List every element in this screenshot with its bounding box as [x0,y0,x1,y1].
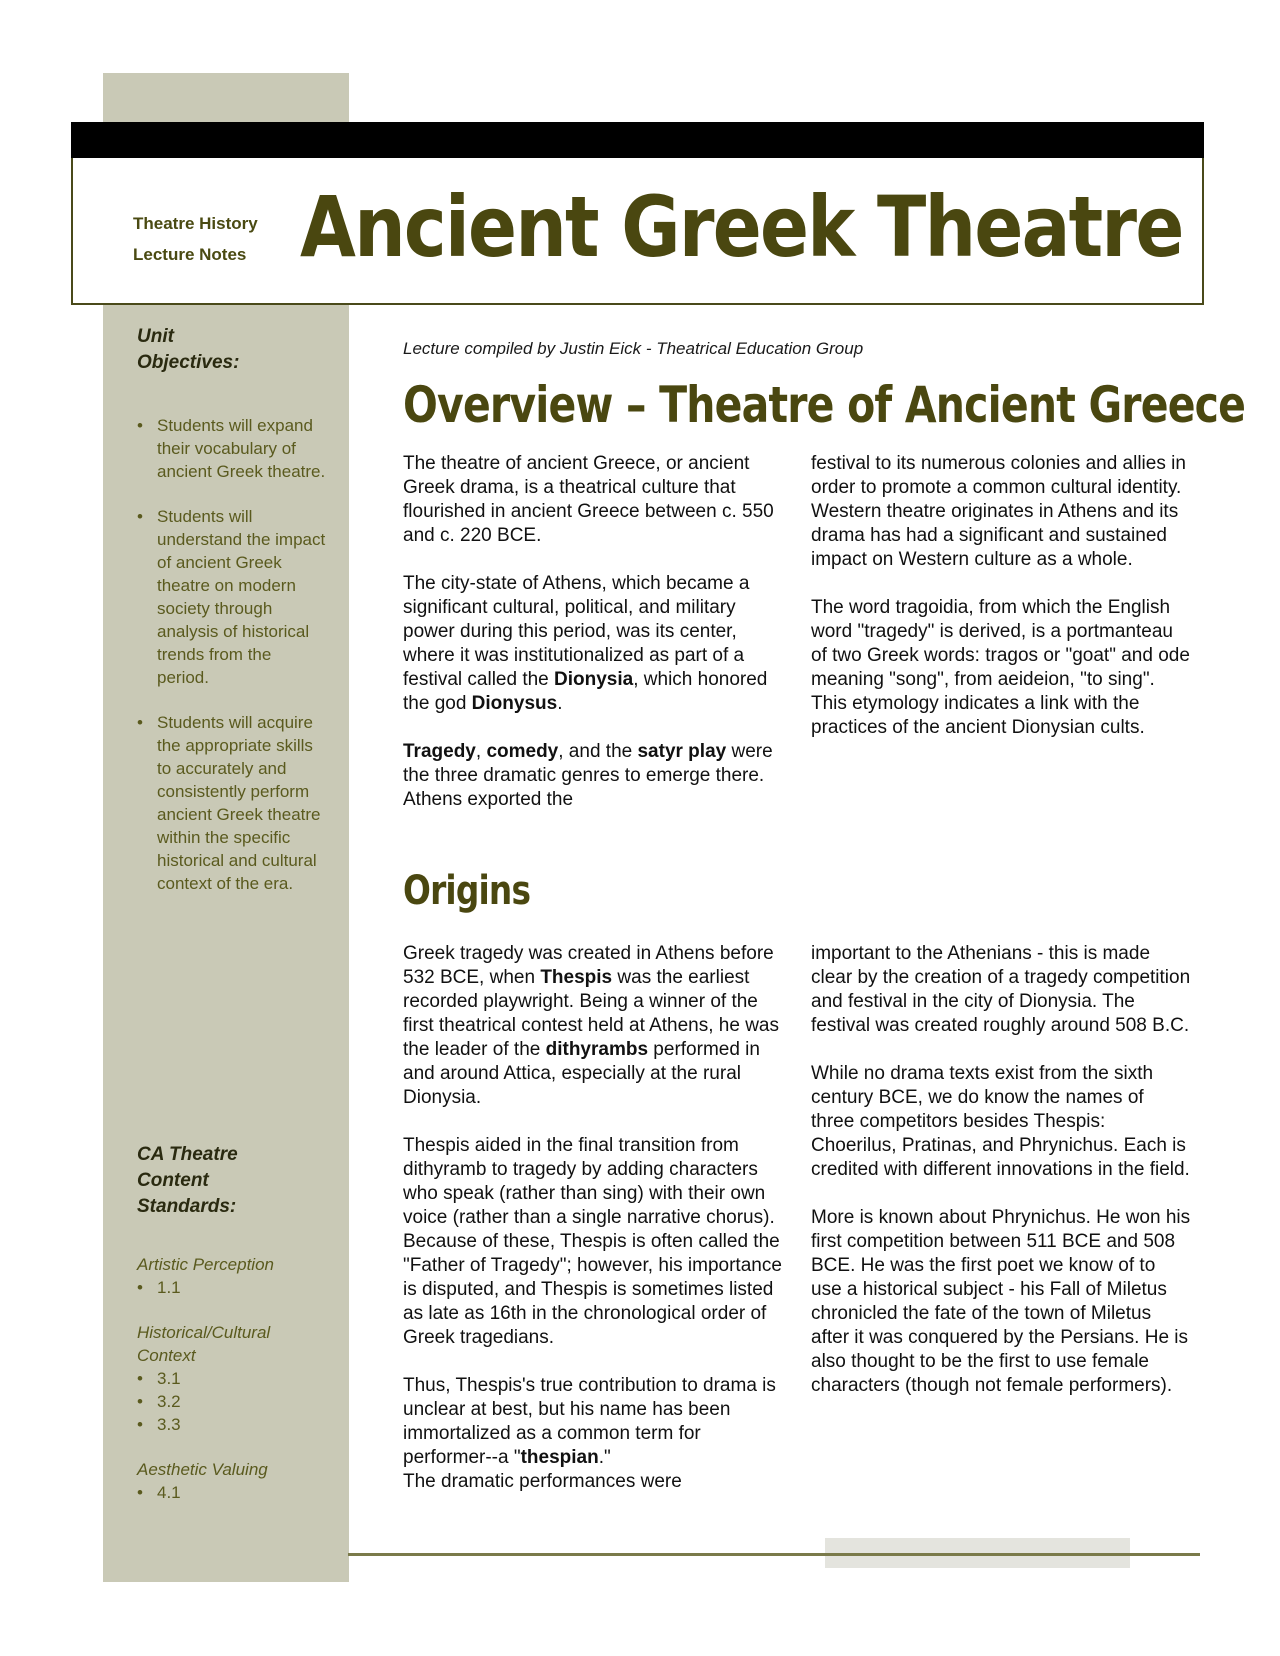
objective-item: • Students will acquire the appropriate skills to accurately and consistently perform ancient Greek theatre within the specific historical and cultural context of the era. [137,711,327,895]
origins-paragraph: Thespis aided in the final transition from dithyramb to tragedy by adding characters who speak (rather than sing) with their own voice (rather than a single narrative chorus). Because of these, Thespis is often called the "Father of Tragedy"; however, his importance is disputed, and Thespis is sometimes listed as late as 16th in the chronological order of Greek tragedians. [403,1135,782,1348]
origins-column-right [811,942,1191,1422]
overview-paragraph: Tragedy, comedy, and the satyr play were the three dramatic genres to emerge there. Athens exported the [403,741,773,810]
standard-items [137,1276,327,1299]
objective-item: • Students will expand their vocabulary of ancient Greek theatre. [137,414,327,483]
origins-title: Origins [403,868,531,914]
standard-item: • 1.1 [137,1276,327,1299]
standard-items [137,1481,327,1504]
footer-rule [348,1553,1200,1556]
origins-paragraph: Greek tragedy was created in Athens before 532 BCE, when Thespis was the earliest recorded playwright. Being a winner of the first theatrical contest held at Athens, he was the leader of the dithyrambs performed in and around Attica, especially at the rural Dionysia. [403,943,779,1108]
header-subtitle-line1: Theatre History [133,214,258,233]
page-title: Ancient Greek Theatre [300,178,1183,276]
objective-item: • Students will understand the impact of ancient Greek theatre on modern society through analysis of historical trends from the period. [137,505,327,689]
overview-column-right [811,452,1191,764]
overview-paragraph: The theatre of ancient Greece, or ancient Greek drama, is a theatrical culture that flourished in ancient Greece between c. 550 and c. 220 BCE. [403,453,774,546]
standard-category: Artistic Perception [137,1255,274,1274]
overview-paragraph: festival to its numerous colonies and allies in order to promote a common cultural identity. Western theatre originates in Athens and its drama has had a significant and sustained impact on Western culture as a whole. [811,453,1186,570]
origins-paragraph: Thus, Thespis's true contribution to drama is unclear at best, but his name has been immortalized as a common term for performer--a "thespian." The dramatic performances were [403,1375,776,1492]
overview-paragraph: The city-state of Athens, which became a significant cultural, political, and military power during this period, was its center, where it was institutionalized as part of a festival called the Dionysia, which honored the god Dionysus. [403,573,768,714]
lecture-credit: Lecture compiled by Justin Eick - Theatrical Education Group [403,339,864,358]
overview-column-left [403,452,783,836]
overview-paragraph: The word tragoidia, from which the English word "tragedy" is derived, is a portmanteau of two Greek words: tragos or "goat" and ode meaning "song", from aeideion, "to sing". This etymology indicates a link with the practices of the ancient Dionysian cults. [811,597,1190,738]
header-subtitle [133,208,258,270]
sidebar-standards [137,1142,327,1526]
origins-paragraph: important to the Athenians - this is made clear by the creation of a tragedy competition and festival in the city of Dionysia. The festival was created roughly around 508 B.C. [811,943,1191,1036]
header-subtitle-line2: Lecture Notes [133,245,247,264]
standard-item: • 3.2 [137,1390,327,1413]
objectives-list [137,414,327,895]
standard-category: Historical/Cultural Context [137,1323,271,1365]
origins-paragraph: While no drama texts exist from the sixth century BCE, we do know the names of three competitors besides Thespis: Choerilus, Pratinas, and Phrynichus. Each is credited with different innovations in the field. [811,1063,1190,1180]
sidebar-objectives [137,324,327,917]
standard-category: Aesthetic Valuing [137,1460,268,1479]
origins-paragraph: More is known about Phrynichus. He won his first competition between 511 BCE and 508 BCE. He was the first poet we know of to use a historical subject - his Fall of Miletus chronicled the fate of the town of Miletus after it was conquered by the Persians. He is also thought to be the first to use female characters (though not female performers). [811,1207,1191,1396]
standard-item: • 3.1 [137,1367,327,1390]
origins-column-left [403,942,783,1494]
standards-heading: CA Theatre Content Standards: [137,1144,238,1217]
standard-item: • 3.3 [137,1413,327,1436]
standard-item: • 4.1 [137,1481,327,1504]
standard-items [137,1367,327,1436]
objectives-heading: Unit Objectives: [137,326,240,373]
overview-title: Overview – Theatre of Ancient Greece [403,376,1246,434]
header-black-bar [71,122,1204,158]
